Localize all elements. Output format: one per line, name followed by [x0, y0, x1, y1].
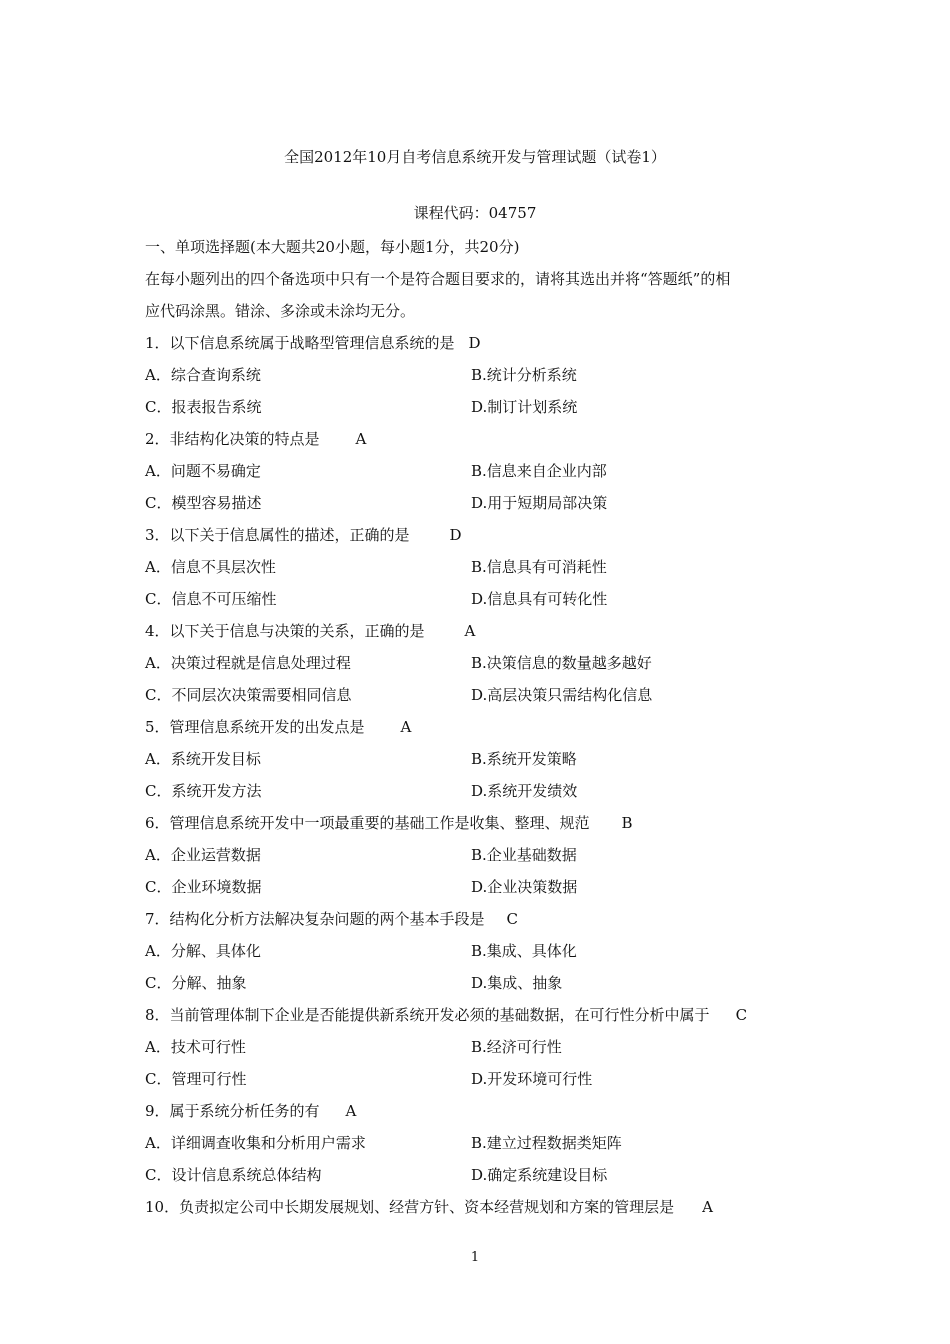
question-answer: D — [468, 334, 481, 352]
question-stem — [145, 615, 815, 647]
option-item: A．信息不具层次性 — [145, 558, 276, 576]
option-item: D.企业决策数据 — [471, 878, 578, 896]
option-item: A．综合查询系统 — [145, 366, 261, 384]
question-answer: A — [702, 1198, 713, 1216]
option-row — [145, 1127, 815, 1159]
course-code: 课程代码：04757 — [413, 204, 537, 222]
question-text: 8．当前管理体制下企业是否能提供新系统开发必须的基础数据，在可行性分析中属于 — [145, 1006, 710, 1024]
option-item: B.系统开发策略 — [471, 750, 577, 768]
question-stem — [145, 1095, 815, 1127]
option-item: A．企业运营数据 — [145, 846, 261, 864]
option-item: D.开发环境可行性 — [471, 1070, 593, 1088]
option-item: C．模型容易描述 — [145, 494, 262, 512]
option-row — [145, 679, 815, 711]
option-item: C．系统开发方法 — [145, 782, 262, 800]
section-heading: 一、单项选择题(本大题共20小题，每小题1分，共20分) — [145, 238, 520, 256]
option-item: B.经济可行性 — [471, 1038, 562, 1056]
question-text: 1．以下信息系统属于战略型管理信息系统的是 — [145, 334, 455, 352]
option-item: D.制订计划系统 — [471, 398, 578, 416]
option-row — [145, 359, 815, 391]
question-text: 2．非结构化决策的特点是 — [145, 430, 320, 448]
question-stem — [145, 807, 815, 839]
question-answer: B — [621, 814, 633, 832]
option-item: D.系统开发绩效 — [471, 782, 578, 800]
option-row — [145, 391, 815, 423]
question-stem — [145, 711, 815, 743]
page-number: 1 — [470, 1250, 480, 1265]
option-row — [145, 647, 815, 679]
question-text: 6．管理信息系统开发中一项最重要的基础工作是收集、整理、规范 — [145, 814, 590, 832]
question-answer: C — [735, 1006, 748, 1024]
exam-content — [145, 231, 815, 1223]
option-item: A．详细调查收集和分析用户需求 — [145, 1134, 366, 1152]
question-stem — [145, 903, 815, 935]
option-row — [145, 487, 815, 519]
option-item: A．分解、具体化 — [145, 942, 261, 960]
option-row — [145, 935, 815, 967]
option-item: A．系统开发目标 — [145, 750, 261, 768]
question-stem — [145, 519, 815, 551]
option-item: D.用于短期局部决策 — [471, 494, 608, 512]
question-text: 7．结构化分析方法解决复杂问题的两个基本手段是 — [145, 910, 485, 928]
question-stem — [145, 999, 815, 1031]
question-answer: D — [449, 526, 462, 544]
option-item: C．管理可行性 — [145, 1070, 247, 1088]
instructions-line-2: 应代码涂黑。错涂、多涂或未涂均无分。 — [145, 302, 416, 320]
question-stem — [145, 1191, 815, 1223]
option-row — [145, 871, 815, 903]
option-row — [145, 839, 815, 871]
option-item: C．分解、抽象 — [145, 974, 247, 992]
option-item: C．设计信息系统总体结构 — [145, 1166, 322, 1184]
option-item: A．问题不易确定 — [145, 462, 261, 480]
option-row — [145, 743, 815, 775]
question-text: 3．以下关于信息属性的描述，正确的是 — [145, 526, 410, 544]
option-item: C．企业环境数据 — [145, 878, 262, 896]
option-item: D.确定系统建设目标 — [471, 1166, 608, 1184]
option-item: A．技术可行性 — [145, 1038, 246, 1056]
option-item: B.信息来自企业内部 — [471, 462, 607, 480]
question-stem — [145, 327, 815, 359]
option-item: D.信息具有可转化性 — [471, 590, 608, 608]
option-row — [145, 1031, 815, 1063]
option-item: B.统计分析系统 — [471, 366, 577, 384]
option-row — [145, 583, 815, 615]
question-answer: A — [345, 1102, 357, 1120]
option-row — [145, 551, 815, 583]
question-answer: C — [506, 910, 519, 928]
question-text: 5．管理信息系统开发的出发点是 — [145, 718, 365, 736]
question-text: 4．以下关于信息与决策的关系，正确的是 — [145, 622, 425, 640]
question-text: 9．属于系统分析任务的有 — [145, 1102, 320, 1120]
option-item: C．报表报告系统 — [145, 398, 262, 416]
option-item: D.集成、抽象 — [471, 974, 563, 992]
option-item: C．不同层次决策需要相同信息 — [145, 686, 352, 704]
option-item: B.决策信息的数量越多越好 — [471, 654, 652, 672]
option-item: B.集成、具体化 — [471, 942, 577, 960]
page-title: 全国2012年10月自考信息系统开发与管理试题（试卷1） — [284, 148, 666, 166]
question-text: 10．负责拟定公司中长期发展规划、经营方针、资本经营规划和方案的管理层是 — [145, 1198, 675, 1216]
option-row — [145, 1159, 815, 1191]
option-row — [145, 775, 815, 807]
question-answer: A — [355, 430, 367, 448]
option-row — [145, 967, 815, 999]
question-list — [145, 327, 815, 1223]
option-row — [145, 455, 815, 487]
question-answer: A — [464, 622, 476, 640]
option-row — [145, 1063, 815, 1095]
option-item: B.信息具有可消耗性 — [471, 558, 607, 576]
option-item: A．决策过程就是信息处理过程 — [145, 654, 351, 672]
question-stem — [145, 423, 815, 455]
instructions-line-1: 在每小题列出的四个备选项中只有一个是符合题目要求的，请将其选出并将“答题纸”的相 — [145, 270, 731, 288]
question-answer: A — [400, 718, 412, 736]
option-item: D.高层决策只需结构化信息 — [471, 686, 653, 704]
option-item: C．信息不可压缩性 — [145, 590, 277, 608]
option-item: B.建立过程数据类矩阵 — [471, 1134, 622, 1152]
option-item: B.企业基础数据 — [471, 846, 577, 864]
